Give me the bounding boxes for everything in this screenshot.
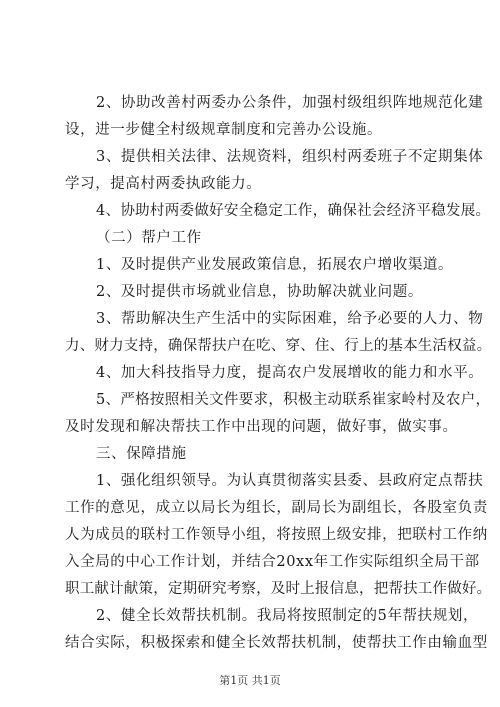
text-line: 1、强化组织领导。为认真贯彻落实县委、县政府定点帮扶: [96, 473, 484, 489]
text-line: 入全局的中心工作计划，并结合20xx年工作实际组织全局干部: [65, 554, 480, 570]
text-line: 2、健全长效帮扶机制。我局将按照制定的5年帮扶规划，: [96, 608, 479, 624]
text-line: 4、加大科技指导力度，提高农户发展增收的能力和水平。: [96, 365, 484, 381]
text-line: 力、财力支持，确保帮扶户在吃、穿、住、行上的基本生活权益。: [65, 338, 492, 354]
text-line: 2、及时提供市场就业信息，协助解决就业问题。: [96, 284, 423, 300]
text-line: 人为成员的联村工作领导小组，将按照上级安排，把联村工作纳: [65, 527, 488, 543]
text-line: 2、协助改善村两委办公条件，加强村级组织阵地规范化建: [96, 95, 484, 111]
text-line: 结合实际，积极探索和健全长效帮扶机制，使帮扶工作由输血型: [65, 635, 488, 651]
page-footer: 第1页 共1页: [219, 674, 281, 687]
section-heading: 三、保障措施: [96, 446, 187, 462]
text-line: 及时发现和解决帮扶工作中出现的问题，做好事，做实事。: [65, 419, 458, 435]
text-line: 1、及时提供产业发展政策信息，拓展农户增收渠道。: [96, 257, 454, 273]
section-heading: （二）帮户工作: [96, 230, 202, 246]
text-line: 学习，提高村两委执政能力。: [65, 176, 262, 192]
text-line: 4、协助村两委做好安全稳定工作，确保社会经济平稳发展。: [96, 203, 491, 219]
text-line: 职工献计献策，定期研究考察，及时上报信息，把帮扶工作做好。: [65, 581, 492, 597]
text-line: 5、严格按照相关文件要求，积极主动联系崔家岭村及农户，: [96, 392, 491, 408]
text-line: 3、帮助解决生产生活中的实际困难，给予必要的人力、物: [96, 311, 484, 327]
text-line: 工作的意见，成立以局长为组长，副局长为副组长，各股室负责: [65, 500, 488, 516]
text-line: 3、提供相关法律、法规资料，组织村两委班子不定期集体: [96, 149, 484, 165]
text-line: 设，进一步健全村级规章制度和完善办公设施。: [65, 122, 383, 138]
